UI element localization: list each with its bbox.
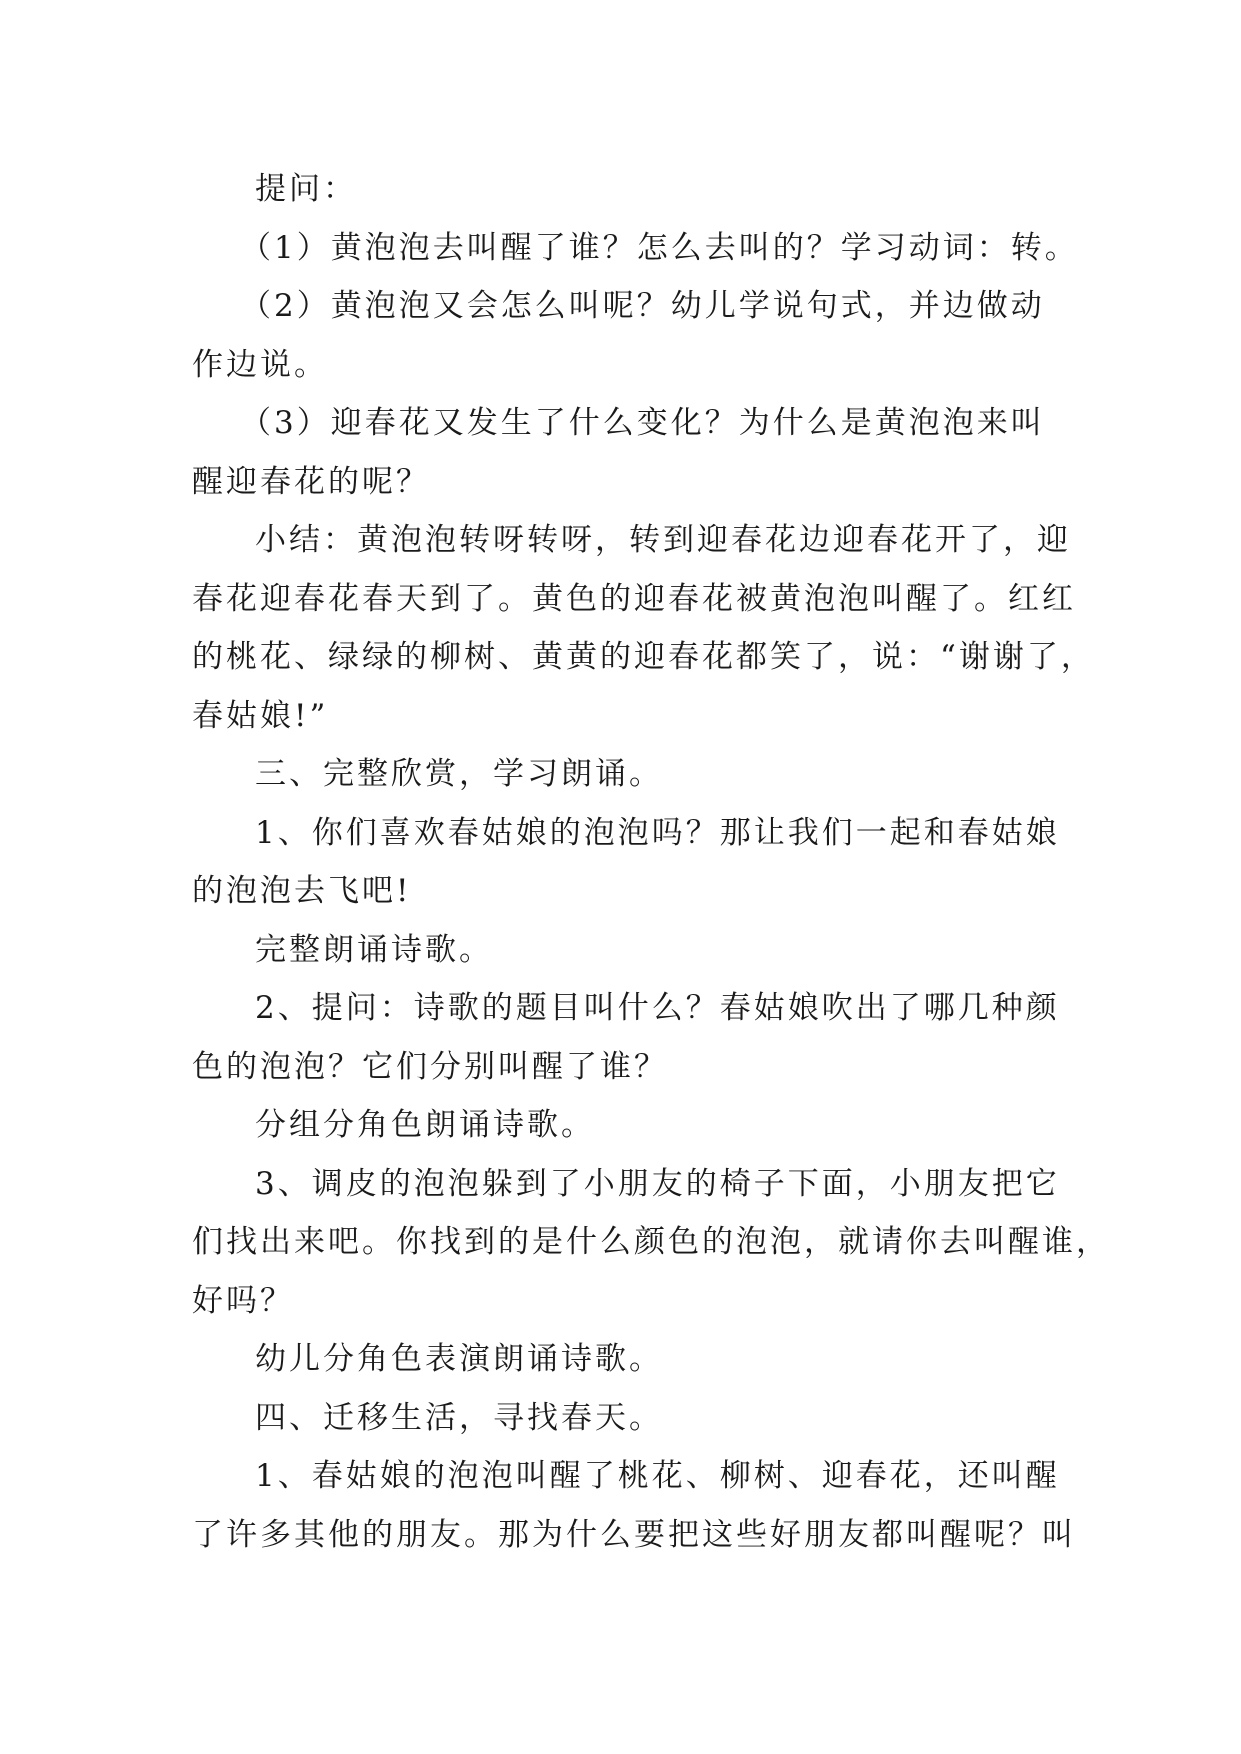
text-line: 分组分角色朗诵诗歌。 (255, 1107, 595, 1143)
document-body (192, 160, 1110, 1564)
text-line: 好吗？ (192, 1282, 294, 1319)
text-line: （2）黄泡泡又会怎么叫呢？幼儿学说句式，并边做动 (240, 288, 1045, 324)
text-line: 1、春姑娘的泡泡叫醒了桃花、柳树、迎春花，还叫醒 (255, 1458, 1060, 1494)
text-line: 3、调皮的泡泡躲到了小朋友的椅子下面，小朋友把它 (255, 1165, 1060, 1202)
text-line: 春花迎春花春天到了。黄色的迎春花被黄泡泡叫醒了。红红 (192, 580, 1076, 617)
text-line: 1、你们喜欢春姑娘的泡泡吗？那让我们一起和春姑娘 (255, 814, 1060, 851)
text-line: 的泡泡去飞吧! (192, 873, 412, 909)
text-line: 三、完整欣赏，学习朗诵。 (255, 756, 663, 792)
text-line: （3）迎春花又发生了什么变化？为什么是黄泡泡来叫 (240, 405, 1045, 441)
text-line: 的桃花、绿绿的柳树、黄黄的迎春花都笑了，说：“谢谢了， (192, 639, 1095, 675)
text-line: 们找出来吧。你找到的是什么颜色的泡泡，就请你去叫醒谁， (192, 1224, 1110, 1260)
text-line: 醒迎春花的呢？ (192, 463, 430, 500)
text-line: 提问： (255, 171, 357, 207)
text-line: 春姑娘!” (192, 697, 329, 734)
text-line: 四、迁移生活，寻找春天。 (255, 1399, 663, 1436)
text-line: 作边说。 (192, 346, 328, 383)
text-line: 小结：黄泡泡转呀转呀，转到迎春花边迎春花开了，迎 (255, 522, 1071, 558)
text-line: 色的泡泡？它们分别叫醒了谁？ (192, 1048, 668, 1085)
text-line: 2、提问：诗歌的题目叫什么？春姑娘吹出了哪几种颜 (255, 990, 1060, 1026)
text-line: 幼儿分角色表演朗诵诗歌。 (255, 1341, 663, 1377)
text-line: 了许多其他的朋友。那为什么要把这些好朋友都叫醒呢？叫 (192, 1516, 1076, 1553)
text-line: （1）黄泡泡去叫醒了谁？怎么去叫的？学习动词：转。 (240, 229, 1079, 266)
text-line: 完整朗诵诗歌。 (255, 931, 493, 968)
